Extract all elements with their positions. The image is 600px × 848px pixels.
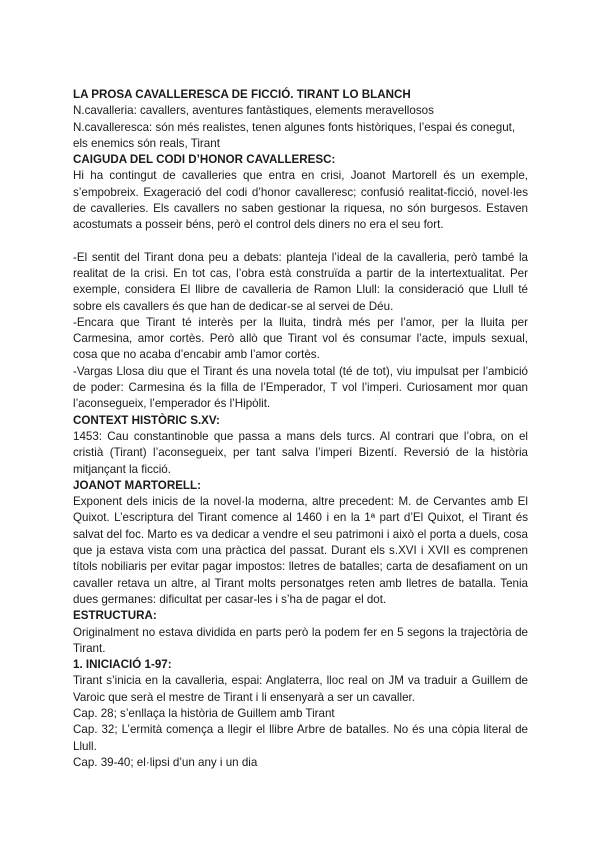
iniciacio-item: Cap. 39-40; el·lipsi d’un any i un dia [73,755,258,769]
intro-line: N.cavalleria: cavallers, aventures fantàstiques, elements meravellosos [73,104,434,118]
debate-paragraph: -Encara que Tirant té interès per la lluita, tindrà més per l’amor, per la lluita per Carmesina, amor cortès. Però allò que Tirant vol és consumar l’acte, impuls sexual, cosa que no acaba d’encabir amb l’amor cortès. [73,315,528,362]
section-heading-joanot: JOANOT MARTORELL: [73,478,201,492]
section-paragraph-caiguda: Hi ha contingut de cavalleries que entra en crisi, Joanot Martorell és un exemple, s’empobreix. Exageració del codi d’honor cavalleresc; confusió realitat-ficció, novel·les de cavalleries. Els cavallers no saben gestionar la riquesa, no són burgesos. Estaven acostumats a posseir béns, però el control dels diners no era el seu fort. [73,169,528,232]
iniciacio-item: Cap. 32; L’ermità comença a llegir el llibre Arbre de batalles. No és una còpia literal de Llull. [73,723,528,753]
iniciacio-item: Cap. 28; s’enllaça la història de Guillem amb Tirant [73,706,335,720]
section-paragraph-estructura: Originalment no estava dividida en parts però la podem fer en 5 segons la trajectòria de Tirant. [73,625,528,655]
document-body [73,87,528,771]
blank-line [73,234,528,250]
section-heading-context: CONTEXT HISTÒRIC S.XV: [73,413,220,427]
section-paragraph-context: 1453: Cau constantinoble que passa a mans dels turcs. Al contrari que l’obra, on el cristià (Tirant) l’aconsegueix, per tant salva l’imperi Bizentí. Reversió de la història mitjançant la ficció. [73,429,528,476]
section-paragraph-joanot: Exponent dels inicis de la novel·la moderna, altre precedent: M. de Cervantes amb El Quixot. L’escriptura del Tirant comence al 1460 i en la 1ª part d’El Quixot, el Tirant és salvat del foc. Marto es va dedicar a vendre el seu patrimoni i això el porta a duels, cosa que ja estava vista com una pràctica del passat. Durant els s.XVI i XVII es comprenen títols nobiliaris per evitar pagar impostos: lletres de batalles; carta de desafiament on un cavaller retava un altre, al Tirant molts personatges reten amb lletres de batalla. Tenia dues germanes: dificultat per casar-les i s’ha de pagar el dot. [73,495,528,606]
section-heading-caiguda: CAIGUDA DEL CODI D’HONOR CAVALLERESC: [73,153,336,167]
section-heading-estructura: ESTRUCTURA: [73,609,157,623]
section-heading-iniciacio: 1. INICIACIÓ 1-97: [73,658,172,672]
intro-line: N.cavalleresca: són més realistes, tenen algunes fonts històriques, l’espai és conegut, els enemics són reals, Tirant [73,120,516,150]
iniciacio-item: Tirant s’inicia en la cavalleria, espai: Anglaterra, lloc real on JM va traduir a Guillem de Varoic que serà el mestre de Tirant i li ensenyarà a ser un cavaller. [73,674,528,704]
debate-paragraph: -Vargas Llosa diu que el Tirant és una novela total (té de tot), viu impulsat per l’ambició de poder: Carmesina és la filla de l’Emperador, T vol l’imperi. Curiosament mor quan l’aconsegueix, l’emperador és l’Hipòlit. [73,364,528,411]
debate-paragraph: -El sentit del Tirant dona peu a debats: planteja l’ideal de la cavalleria, però també la realitat de la crisi. En tot cas, l’obra està construïda a partir de la intertextualitat. Per exemple, considera El llibre de cavalleria de Ramon Llull: la consideració que Llull té sobre els cavallers és que han de dedicar-se al servei de Déu. [73,250,528,313]
document-title: LA PROSA CAVALLERESCA DE FICCIÓ. TIRANT LO BLANCH [73,88,411,101]
